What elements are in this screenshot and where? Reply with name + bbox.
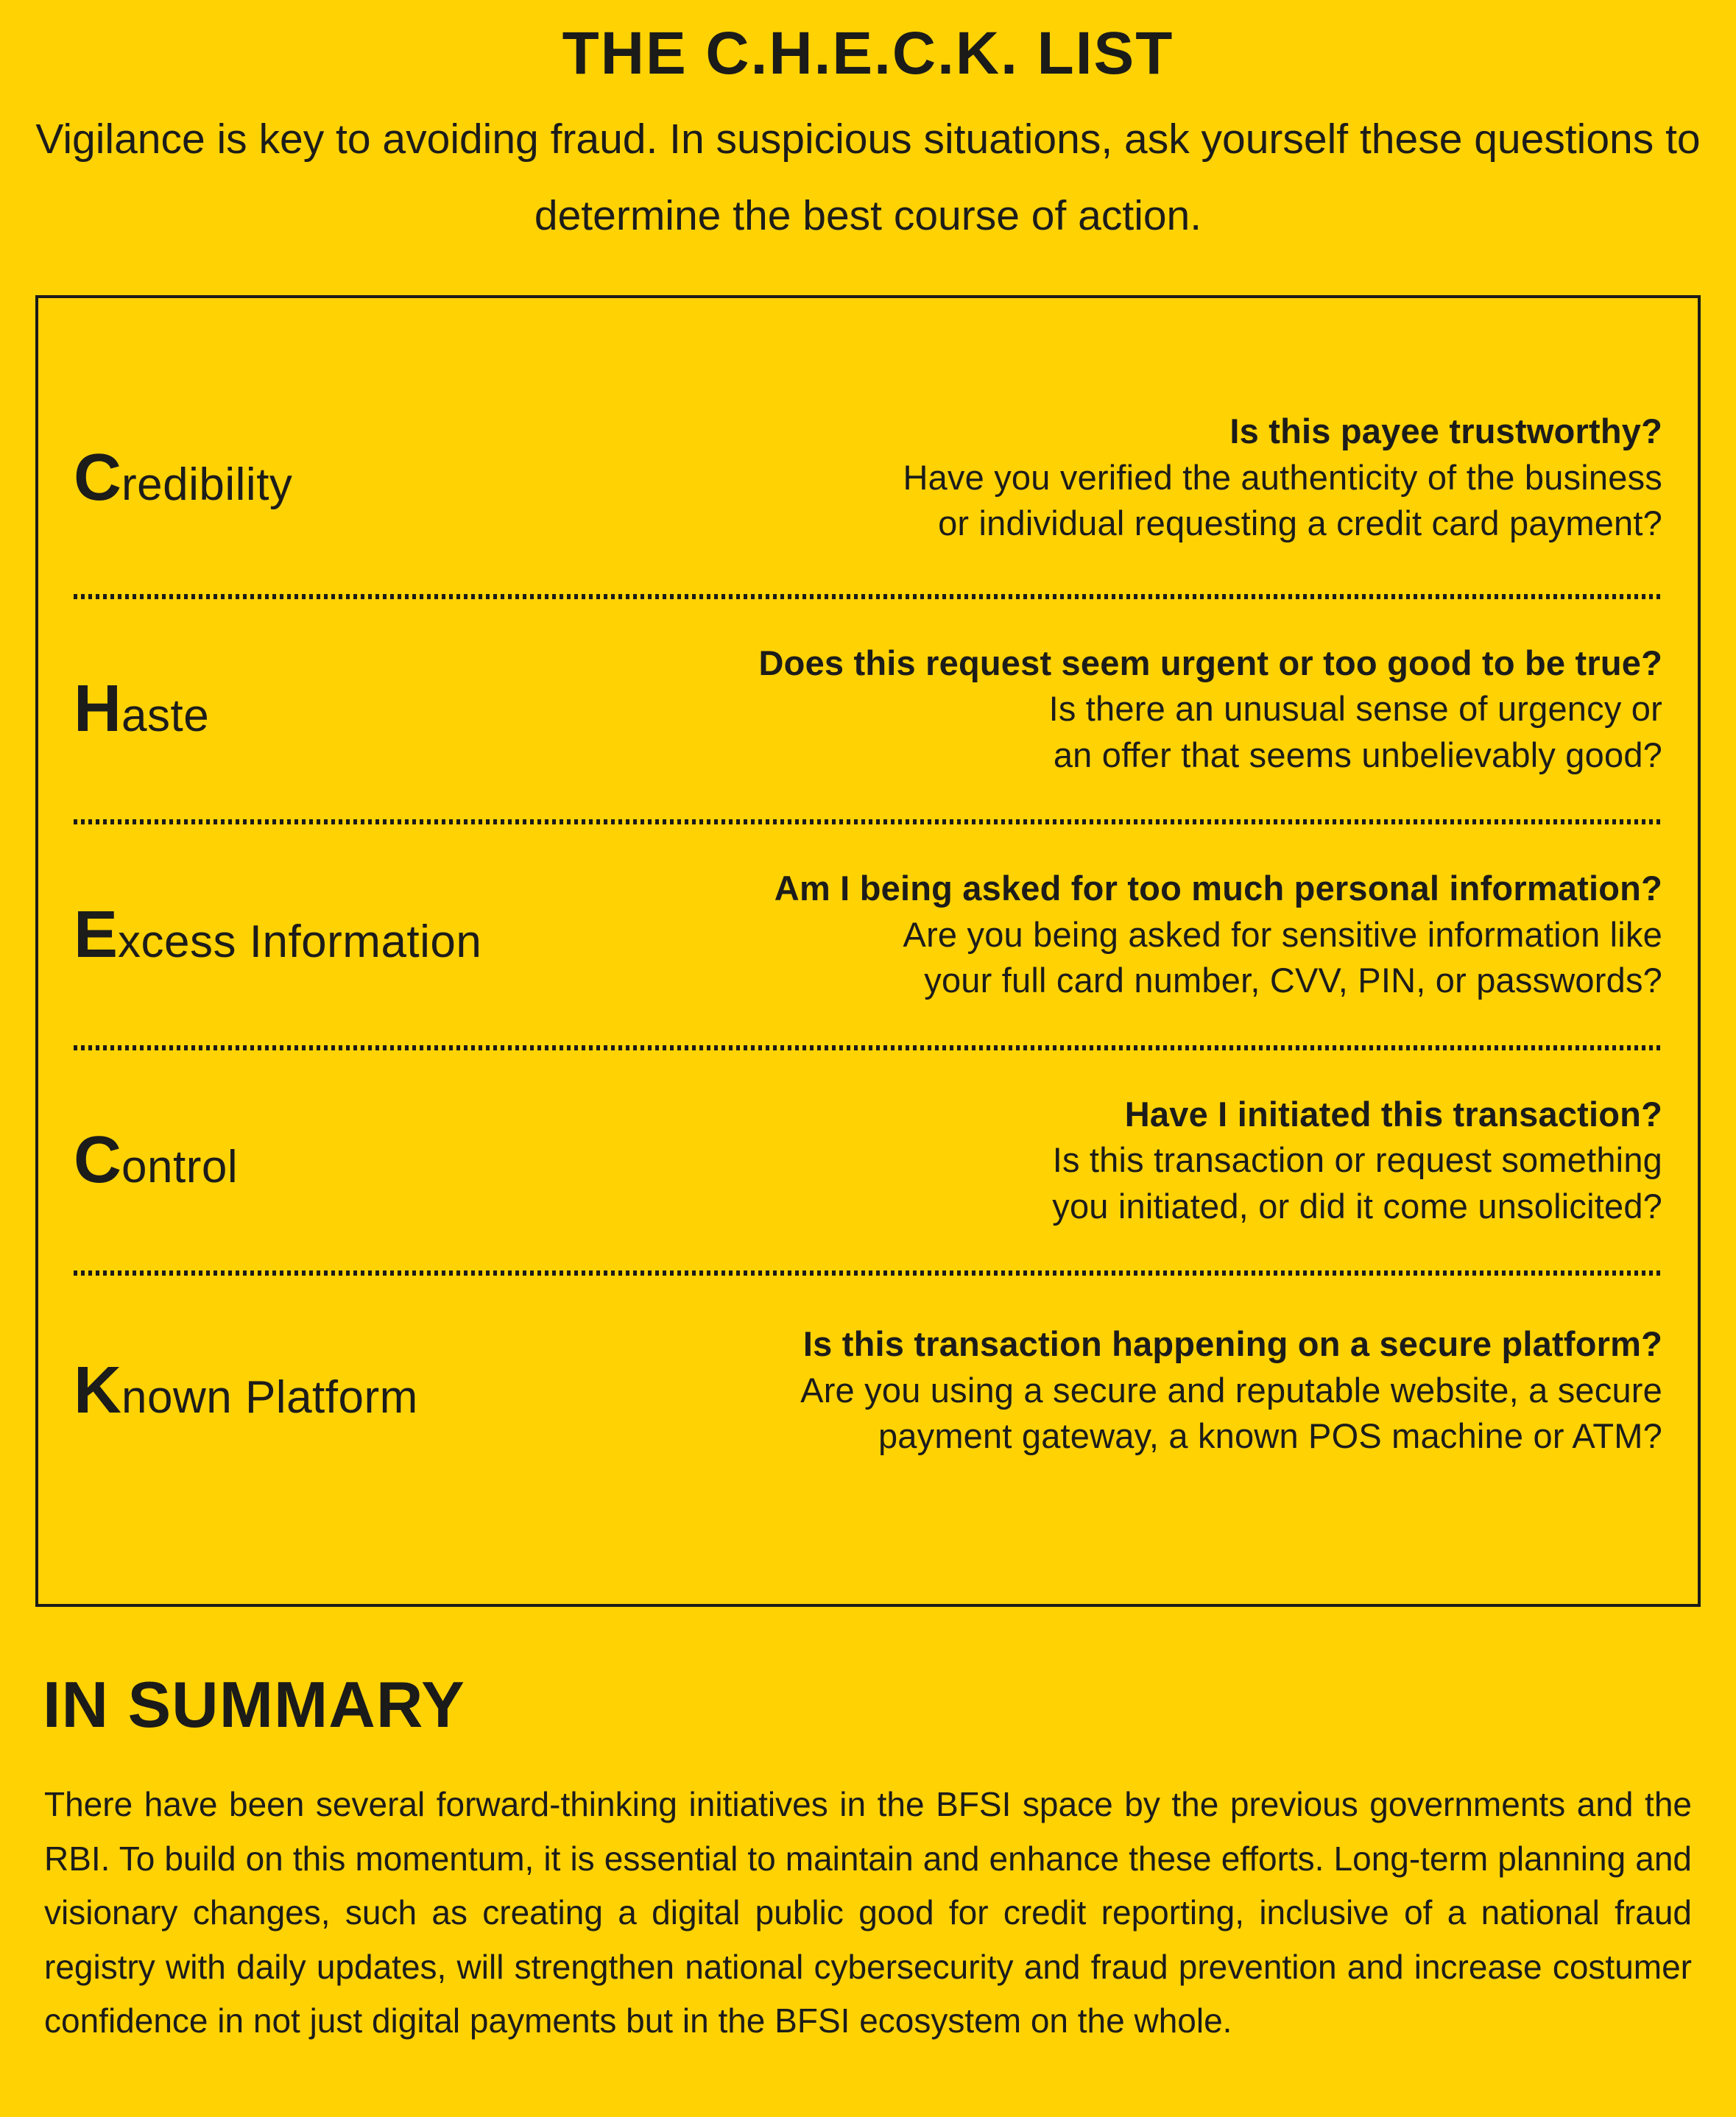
dotted-divider xyxy=(74,1045,1662,1050)
checklist-item-label xyxy=(74,440,322,516)
item-label-rest: ontrol xyxy=(121,1142,239,1193)
question-detail-line: Is there an unusual sense of urgency or xyxy=(1048,689,1662,729)
question-detail-line: your full card number, CVV, PIN, or passwords? xyxy=(924,961,1662,1000)
question-detail-line: an offer that seems unbelievably good? xyxy=(1053,735,1662,774)
checklist-row-haste xyxy=(74,599,1662,820)
question-detail-line: Are you using a secure and reputable website, a secure xyxy=(800,1370,1662,1410)
checklist-row-control xyxy=(74,1050,1662,1271)
page-subtitle: Vigilance is key to avoiding fraud. In suspicious situations, ask yourself these questions to determine the best course of action. xyxy=(35,116,1701,239)
question-headline: Does this request seem urgent or too good to be true? xyxy=(758,643,1662,682)
question-headline: Am I being asked for too much personal information? xyxy=(774,869,1662,908)
item-label-rest: redibility xyxy=(121,459,293,510)
question-headline: Have I initiated this transaction? xyxy=(1124,1094,1662,1134)
question-detail-line: or individual requesting a credit card payment? xyxy=(938,503,1662,543)
checklist-row-known-platform xyxy=(74,1276,1662,1604)
question-detail-line: Have you verified the authenticity of the business xyxy=(903,457,1662,497)
checklist-row-excess-information xyxy=(74,824,1662,1045)
summary-heading: IN SUMMARY xyxy=(43,1667,465,1741)
dotted-divider xyxy=(74,594,1662,599)
checklist-item-label xyxy=(74,897,511,973)
item-label-rest: nown Platform xyxy=(121,1371,418,1423)
checklist-row-credibility xyxy=(74,298,1662,594)
question-detail-line: you initiated, or did it come unsolicited? xyxy=(1052,1186,1662,1226)
fraud-checklist-poster xyxy=(0,19,1736,2117)
checklist-box xyxy=(35,295,1701,1607)
summary-body: There have been several forward-thinking initiatives in the BFSI space by the previous governments and the RBI. To build on this momentum, it is essential to maintain and enhance these efforts. Long-term planning and visionary changes, such as creating a digital public good for credit reporting, inclusive of a national fraud registry with daily updates, will strengthen national cybersecurity and fraud prevention and increase costumer confidence in not just digital payments but in the BFSI ecosystem on the whole. xyxy=(44,1784,1692,2040)
item-initial-letter: C xyxy=(74,1123,121,1198)
question-headline: Is this transaction happening on a secure platform? xyxy=(802,1324,1662,1364)
checklist-item-questions xyxy=(511,866,1662,1004)
question-detail-line: payment gateway, a known POS machine or ATM? xyxy=(878,1416,1662,1456)
checklist-item-questions xyxy=(322,409,1662,547)
item-initial-letter: C xyxy=(74,440,121,515)
question-headline: Is this payee trustworthy? xyxy=(1229,411,1662,451)
dotted-divider xyxy=(74,1270,1662,1276)
dotted-divider xyxy=(74,819,1662,824)
checklist-item-questions xyxy=(267,1092,1662,1230)
checklist-item-label xyxy=(74,1123,267,1198)
item-initial-letter: K xyxy=(74,1353,121,1427)
item-initial-letter: H xyxy=(74,672,121,746)
checklist-item-questions xyxy=(239,640,1662,779)
item-label-rest: xcess Information xyxy=(118,916,482,967)
item-initial-letter: E xyxy=(74,897,119,972)
checklist-item-questions xyxy=(448,1321,1662,1460)
page-title: THE C.H.E.C.K. LIST xyxy=(562,20,1174,87)
checklist-item-label xyxy=(74,1353,448,1429)
item-label-rest: aste xyxy=(121,690,210,742)
question-detail-line: Are you being asked for sensitive information like xyxy=(903,914,1662,954)
checklist-item-label xyxy=(74,671,239,747)
question-detail-line: Is this transaction or request something xyxy=(1052,1140,1662,1180)
